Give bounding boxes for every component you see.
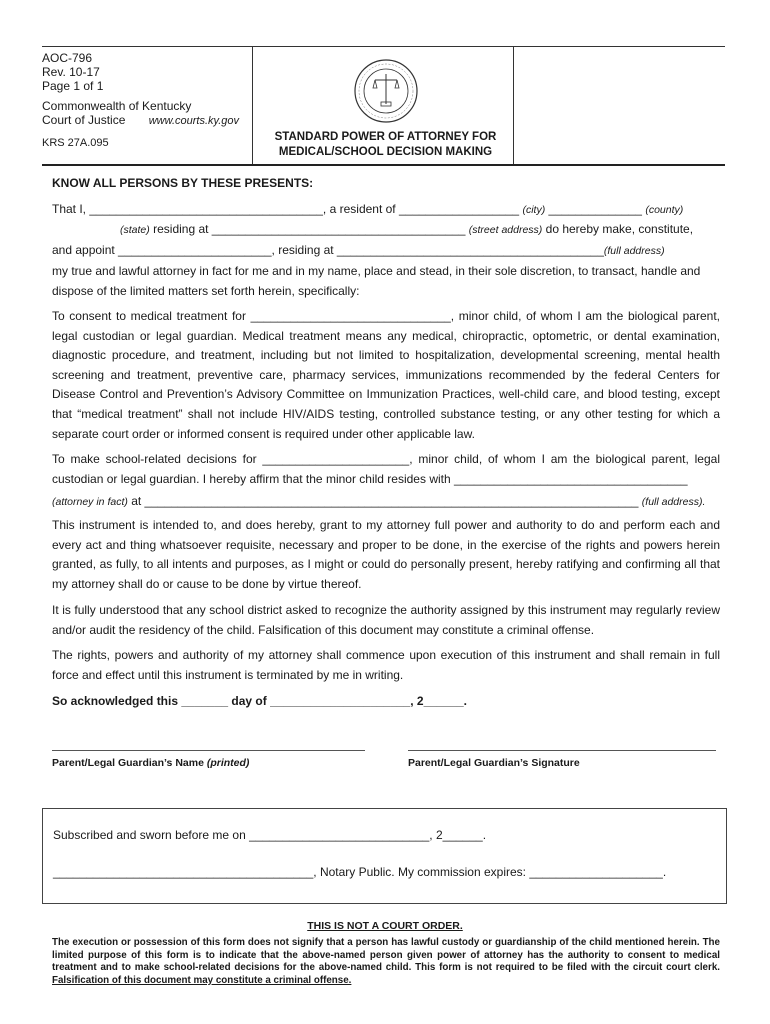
state-label: (state) [120, 224, 150, 236]
principal-line [52, 202, 719, 217]
city-label: (city) [522, 204, 546, 216]
form-number: AOC-796 [42, 51, 93, 65]
header-divider-left [252, 46, 253, 164]
know-all-heading: KNOW ALL PERSONS BY THESE PRESENTS: [52, 176, 314, 190]
disclaimer-paragraph [52, 937, 720, 987]
name-signature-line[interactable] [52, 750, 365, 751]
constitute-text: do hereby make, constitute, [545, 222, 694, 236]
subscribed-line[interactable]: Subscribed and sworn before me on ___________________________, 2______. [53, 828, 487, 842]
page-indicator: Page 1 of 1 [42, 79, 104, 93]
full-address-label: (full address) [603, 245, 665, 257]
header-bottom-rule [42, 164, 725, 166]
state-name: Commonwealth of Kentucky [42, 99, 192, 113]
rights-paragraph: The rights, powers and authority of my attorney shall commence upon execution of this instrument and shall remain in full force and effect until this instrument is terminated by me in writing. [52, 648, 720, 682]
appoint-line [52, 243, 719, 258]
website-link[interactable]: www.courts.ky.gov [148, 115, 239, 127]
instrument-paragraph: This instrument is intended to, and does hereby, grant to my attorney full power and authority to do and perform each and every act and thing whatsoever requisite, necessary and proper to be done, in the exercise of the rights and powers herein granted, as fully, to all intents and purposes, as I might or could do personally present, hereby ratifying and confirming all that my attorney shall do or cause to be done by virtue thereof. [52, 518, 720, 591]
falsification-warning: Falsification of this document may constitute a criminal offense. [52, 974, 352, 986]
attorney-name-field[interactable]: and appoint _______________________, residing at ________________________________________ [52, 243, 604, 257]
school-address-line [52, 494, 719, 509]
medical-treatment-paragraph: To consent to medical treatment for ______________________________, minor child, of whom I am the biological parent, legal custodian or legal guardian. Medical treatment means any medical, chiropractic, optometric, or dental examination, diagnostic procedure, and treatment, including but not limited to hospitalization, developmental screening, mental health screening and treatment, preventive care, pharmacy services, immunizations recommended by the federal Centers for Disease Control and Prevention’s Advisory Committee on Immunization Practices, well-child care, and blood testing, except that “medical treatment” shall not include HIV/AIDS testing, controlled substance testing, or any other testing for which a separate court order or informed consent is required under other applicable law. [52, 309, 720, 441]
street-address-label: (street address) [468, 224, 543, 236]
kentucky-seal-icon [353, 58, 419, 124]
statute-ref: KRS 27A.095 [42, 137, 109, 149]
notary-box [42, 808, 727, 904]
name-label-text: Parent/Legal Guardian’s Name [52, 757, 204, 769]
attorney-text-line: my true and lawful attorney in fact for me and in my name, place and stead, in their sole discretion, to transact, handle and [52, 264, 701, 278]
principal-name-field[interactable]: That I, ___________________________________, a resident of __________________ [52, 202, 520, 216]
county-field[interactable]: ______________ [548, 202, 642, 216]
name-label-suffix: (printed) [206, 757, 250, 769]
notary-public-line[interactable]: _______________________________________, Notary Public. My commission expires: ____________________. [53, 865, 667, 879]
title-line-1: STANDARD POWER OF ATTORNEY FOR [274, 131, 497, 143]
signature-label: Parent/Legal Guardian’s Signature [408, 757, 580, 769]
court-name: Court of Justice [42, 113, 126, 127]
understood-paragraph: It is fully understood that any school district asked to recognize the authority assigned by this instrument may regularly review and/or audit the residency of the child. Falsification of this document may constitute a criminal offense. [52, 603, 720, 637]
dispose-text-line: dispose of the limited matters set forth herein, specifically: [52, 284, 360, 298]
street-address-field[interactable]: residing at ______________________________________ [153, 222, 466, 236]
school-address-field[interactable]: at __________________________________________________________________________ [131, 494, 639, 508]
acknowledged-line[interactable]: So acknowledged this _______ day of _____________________, 2______. [52, 694, 467, 708]
court-line [42, 113, 252, 128]
attorney-in-fact-label: (attorney in fact) [52, 496, 128, 508]
disclaimer-text: The execution or possession of this form does not signify that a person has lawful custody or guardianship of the child mentioned herein. The limited purpose of this form is to indicate that the above-named person given power of attorney has the authority to consent to medical treatment and to make school-related decisions for the above-named child. This form is not required to be filed with the circuit court clerk. [52, 937, 720, 974]
county-label: (county) [645, 204, 684, 216]
school-decisions-paragraph: To make school-related decisions for ______________________, minor child, of whom I am the biological parent, legal custodian or legal guardian. I hereby affirm that the minor child resides with ___________________________________ [52, 452, 720, 486]
form-info [42, 47, 252, 162]
form-revision: Rev. 10-17 [42, 65, 100, 79]
header-divider-right [513, 46, 514, 164]
title-line-2: MEDICAL/SCHOOL DECISION MAKING [278, 146, 493, 158]
full-address-label-2: (full address). [641, 496, 706, 508]
not-court-order-notice: THIS IS NOT A COURT ORDER. [307, 920, 463, 932]
guardian-signature-line[interactable] [408, 750, 716, 751]
form-title [258, 130, 513, 160]
name-printed-label [52, 757, 249, 769]
residence-line [120, 222, 720, 237]
